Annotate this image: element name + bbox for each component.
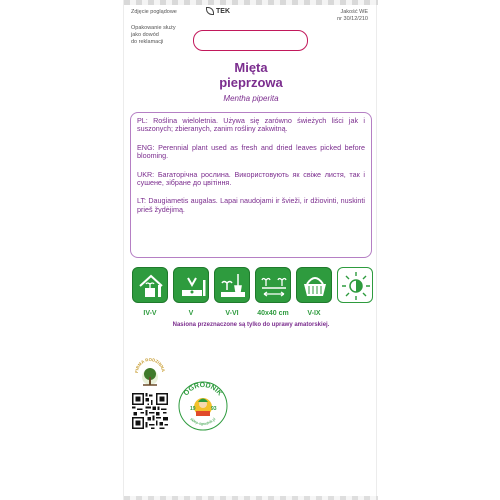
bottom-perforation (124, 496, 378, 500)
description-box (130, 112, 372, 258)
badge-year-right: 93 (211, 406, 217, 412)
amateur-use-note: Nasiona przeznaczone są tylko do uprawy amatorskiej. (172, 322, 330, 328)
pictogram-label-1: IV-V (143, 310, 157, 317)
pictogram-row (132, 267, 372, 303)
sun-partial-shade-icon (337, 267, 373, 303)
badge-url: sklep-ogrodnik.pl (189, 417, 217, 427)
product-name-line-2: pieprzowa (219, 75, 283, 90)
return-note-line-3: do reklamacji (131, 39, 164, 45)
top-perforation (124, 0, 378, 5)
product-name-line-1: Mięta (234, 60, 268, 75)
badge-year-left: 19 (190, 406, 196, 412)
quality-note (337, 9, 368, 23)
brand-logo (206, 7, 230, 15)
seed-packet (123, 0, 377, 500)
leaf-icon (206, 7, 214, 15)
quality-line-2: nr 30/12/210 (337, 16, 368, 22)
product-title (124, 60, 378, 90)
hang-hole-cutout (193, 30, 308, 51)
return-note-line-2: jako dowód (131, 32, 159, 38)
pictogram-label-3: V-VI (225, 310, 239, 317)
open-ground-sowing-icon (173, 267, 209, 303)
description-pl: PL: Roślina wieloletnia. Używa się zarówno świeżych liści jak i suszonych; zbieranych, zanim rośliny zakwitną. (137, 116, 365, 134)
pictogram-label-5: V-IX (307, 310, 321, 317)
description-ukr: UKR: Багаторічна рослина. Використовують як свіже листя, так і сушене, зібране до цвітіння. (137, 169, 365, 188)
pictogram-label-4: 40x40 cm (257, 310, 289, 317)
pictogram-label-2: V (188, 310, 194, 317)
brand-name: TEK (216, 7, 230, 15)
ogrodnik-badge (178, 381, 228, 431)
planting-out-icon (214, 267, 250, 303)
return-note (131, 25, 176, 46)
qr-code[interactable] (132, 393, 168, 429)
description-lt: LT: Daugiametis augalas. Lapai naudojami ir švieži, ir džiovinti, nuskinti prieš žydėjimą. (137, 196, 365, 214)
greenhouse-sowing-icon (132, 267, 168, 303)
badge-name: OGRODNIK (182, 381, 224, 398)
return-note-line-1: Opakowanie służy (131, 25, 176, 31)
family-firm-text: FIRMA RODZINNA (134, 357, 166, 374)
harvest-basket-icon (296, 267, 332, 303)
latin-name: Mentha piperita (223, 94, 279, 103)
description-en: ENG: Perennial plant used as fresh and dried leaves picked before blooming. (137, 142, 365, 161)
quality-line-1: Jakość WE (340, 9, 368, 15)
family-firm-logo (134, 357, 166, 391)
photo-note: Zdjęcie poglądowe (131, 9, 177, 15)
spacing-icon (255, 267, 291, 303)
